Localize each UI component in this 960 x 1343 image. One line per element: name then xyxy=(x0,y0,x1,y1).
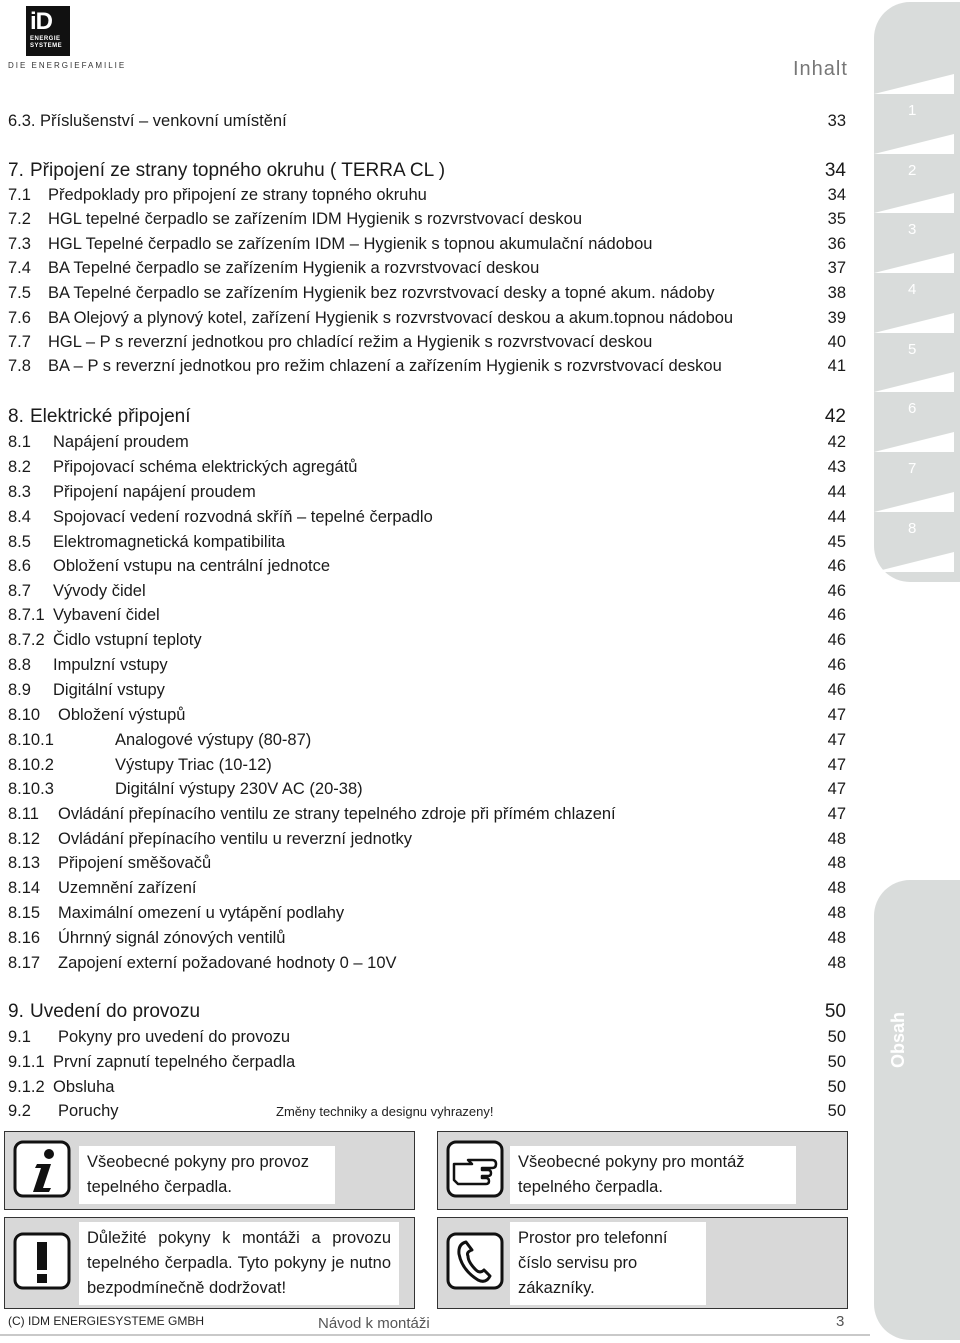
toc-entry[interactable] xyxy=(8,458,846,482)
toc-entry[interactable] xyxy=(8,186,846,210)
tab-divider xyxy=(874,372,954,392)
toc-entry-number: 8.1 xyxy=(8,433,31,451)
pointing-hand-icon xyxy=(444,1138,506,1200)
toc-entry-number: 8.10.2 xyxy=(8,756,54,774)
toc-entry[interactable] xyxy=(8,1001,846,1025)
toc-entry-title: Úhrnný signál zónových ventilů xyxy=(58,929,286,947)
toc-entry-page: 46 xyxy=(827,631,846,649)
legend-hand xyxy=(437,1131,848,1210)
toc-entry-number: 7.2 xyxy=(8,210,31,228)
toc-entry-title: Čidlo vstupní teploty xyxy=(53,631,202,649)
toc-entry-page: 47 xyxy=(827,805,846,823)
toc-entry-number: 7.4 xyxy=(8,259,31,277)
toc-entry-title: Maximální omezení u vytápění podlahy xyxy=(58,904,345,922)
toc-entry-title: Připojení ze strany topného okruhu ( TERRA CL ) xyxy=(30,160,446,181)
toc-entry-title: HGL tepelné čerpadlo se zařízením IDM Hygienik s rozvrstvovací deskou xyxy=(48,210,583,228)
tab-obsah[interactable]: Obsah xyxy=(888,1011,908,1068)
footer-copyright: (C) IDM ENERGIESYSTEME GMBH xyxy=(8,1314,205,1328)
toc-entry-title: Připojení směšovačů xyxy=(58,854,212,872)
tab-label: 4 xyxy=(908,281,917,298)
toc-entry[interactable] xyxy=(8,731,846,755)
toc-entry-title: Elektromagnetická kompatibilita xyxy=(53,533,286,551)
tab-chapter-9[interactable] xyxy=(874,552,960,610)
toc-entry-number: 8.17 xyxy=(8,954,41,972)
tab-divider xyxy=(874,74,954,94)
toc-entry[interactable] xyxy=(8,929,846,953)
toc-entry-page: 50 xyxy=(827,1078,846,1096)
toc-entry[interactable] xyxy=(8,533,846,557)
toc-entry[interactable] xyxy=(8,1078,846,1102)
tab-chapter-7[interactable] xyxy=(874,432,960,490)
toc-entry-title: Impulzní vstupy xyxy=(53,656,168,674)
toc-entry-page: 48 xyxy=(827,854,846,872)
toc-entry-page: 45 xyxy=(827,533,846,551)
toc-entry-title: Připojení napájení proudem xyxy=(53,483,256,501)
toc-entry[interactable] xyxy=(8,284,846,308)
toc-entry[interactable] xyxy=(8,210,846,234)
idm-logo xyxy=(26,6,70,56)
toc-entry-number: 8.10 xyxy=(8,706,41,724)
toc-entry-page: 48 xyxy=(827,904,846,922)
toc-entry-number: 7.6 xyxy=(8,309,31,327)
toc-entry-page: 40 xyxy=(827,333,846,351)
toc-entry-number: 7.5 xyxy=(8,284,31,302)
toc-entry-number: 8.4 xyxy=(8,508,31,526)
toc-entry-title: První zapnutí tepelného čerpadla xyxy=(53,1053,296,1071)
toc-entry-page: 50 xyxy=(827,1028,846,1046)
toc-entry-page: 41 xyxy=(827,357,846,375)
tab-divider xyxy=(874,313,954,333)
toc-entry-number: 7.3 xyxy=(8,235,31,253)
toc-entry-number: 9.1.2 xyxy=(8,1078,45,1096)
toc-entry-page: 34 xyxy=(824,160,846,181)
toc-entry-title: Předpoklady pro připojení ze strany topného okruhu xyxy=(48,186,427,204)
exclamation-icon xyxy=(11,1230,73,1292)
disclaimer-note: Změny techniky a designu vyhrazeny! xyxy=(276,1104,494,1119)
toc-entry-title: BA Tepelné čerpadlo se zařízením Hygienik a rozvrstvovací deskou xyxy=(48,259,540,277)
toc-entry-page: 33 xyxy=(827,112,846,130)
tab-label: 9 xyxy=(908,580,917,597)
tab-label: 2 xyxy=(908,162,917,179)
info-icon xyxy=(11,1138,73,1200)
legend-warning-text: Důležité pokyny k montáži a provozu tepelného čerpadla. Tyto pokyny je nutno bezpodmínečně dodržovat! xyxy=(79,1222,399,1305)
legend-hand-text: Všeobecné pokyny pro montáž tepelného čerpadla. xyxy=(510,1146,796,1204)
legend-phone-text: Prostor pro telefonní číslo servisu pro zákazníky. xyxy=(510,1222,706,1305)
toc-entry-number: 8.10.3 xyxy=(8,780,54,798)
toc-entry-number: 8. xyxy=(8,406,24,427)
toc-entry[interactable] xyxy=(8,433,846,457)
tab-chapter-2[interactable] xyxy=(874,134,960,192)
toc-entry-page: 34 xyxy=(827,186,846,204)
toc-entry[interactable] xyxy=(8,854,846,878)
legend-info xyxy=(4,1131,415,1210)
tab-divider xyxy=(874,253,954,273)
toc-entry-page: 46 xyxy=(827,557,846,575)
tab-divider xyxy=(874,492,954,512)
toc-entry-number: 8.6 xyxy=(8,557,31,575)
tab-chapter-4[interactable] xyxy=(874,253,960,311)
toc-entry-number: 7.8 xyxy=(8,357,31,375)
toc-entry[interactable] xyxy=(8,780,846,804)
legend-info-text: Všeobecné pokyny pro provoz tepelného čerpadla. xyxy=(79,1146,335,1204)
toc-entry-title: Vývody čidel xyxy=(53,582,146,600)
toc-entry-number: 8.13 xyxy=(8,854,41,872)
toc-entry-number: 8.7 xyxy=(8,582,31,600)
toc-entry-page: 50 xyxy=(827,1053,846,1071)
toc-entry-number: 7. xyxy=(8,160,24,181)
footer-document-name: Návod k montáži xyxy=(318,1315,430,1332)
toc-entry-page: 47 xyxy=(827,706,846,724)
toc-entry-number: 8.11 xyxy=(8,805,39,823)
tab-label: 6 xyxy=(908,400,917,417)
toc-entry-page: 36 xyxy=(827,235,846,253)
toc-entry-title: Elektrické připojení xyxy=(30,406,191,427)
toc-entry-page: 47 xyxy=(827,756,846,774)
tab-chapter-8[interactable] xyxy=(874,492,960,550)
toc-entry-title: HGL – P s reverzní jednotkou pro chladící režim a Hygienik s rozvrstvovací deskou xyxy=(48,333,653,351)
toc-entry-title: BA Olejový a plynový kotel, zařízení Hygienik s rozvrstvovací deskou a akum.topnou nádobou xyxy=(48,309,734,327)
toc-entry[interactable] xyxy=(8,582,846,606)
toc-entry[interactable] xyxy=(8,112,846,136)
tab-divider xyxy=(874,134,954,154)
tab-divider xyxy=(874,193,954,213)
tab-label: 5 xyxy=(908,341,917,358)
toc-entry-title: Vybavení čidel xyxy=(53,606,160,624)
toc-entry-title: BA Tepelné čerpadlo se zařízením Hygienik bez rozvrstvovací desky a topné akum. nádoby xyxy=(48,284,715,302)
toc-entry-page: 46 xyxy=(827,606,846,624)
toc-entry-page: 44 xyxy=(827,483,846,501)
toc-entry-number: 6.3. xyxy=(8,112,36,130)
toc-entry-title: Napájení proudem xyxy=(53,433,189,451)
section-title: Inhalt xyxy=(793,58,848,80)
toc-entry-number: 8.10.1 xyxy=(8,731,54,749)
toc-entry-number: 8.7.2 xyxy=(8,631,45,649)
toc-entry-number: 8.12 xyxy=(8,830,41,848)
logo-subtext: ENERGIE SYSTEME xyxy=(30,36,63,49)
tab-label: 8 xyxy=(908,520,917,537)
toc-entry[interactable] xyxy=(8,160,846,184)
tab-chapter-6[interactable] xyxy=(874,372,960,430)
toc-entry-page: 37 xyxy=(827,259,846,277)
footer-page-number: 3 xyxy=(836,1313,845,1330)
toc-entry-page: 35 xyxy=(827,210,846,228)
toc-entry-page: 48 xyxy=(827,879,846,897)
toc-entry-page: 47 xyxy=(827,731,846,749)
tab-divider xyxy=(874,552,954,572)
tab-chapter-3[interactable] xyxy=(874,193,960,251)
tab-chapter-1[interactable] xyxy=(874,74,960,132)
toc-entry-title: Příslušenství – venkovní umístění xyxy=(40,112,287,130)
toc-entry-title: BA – P s reverzní jednotkou pro režim chlazení a zařízením Hygienik s rozvrstvovací deskou xyxy=(48,357,722,375)
toc-entry-number: 8.3 xyxy=(8,483,31,501)
phone-icon xyxy=(444,1230,506,1292)
toc-entry-number: 8.8 xyxy=(8,656,31,674)
toc-entry-number: 8.9 xyxy=(8,681,31,699)
toc-entry-title: Zapojení externí požadované hodnoty 0 – 10V xyxy=(58,954,397,972)
toc-entry[interactable] xyxy=(8,656,846,680)
toc-entry-page: 46 xyxy=(827,656,846,674)
toc-entry-title: Digitální vstupy xyxy=(53,681,165,699)
toc-entry-page: 48 xyxy=(827,830,846,848)
toc-entry[interactable] xyxy=(8,406,846,430)
legend-warning xyxy=(4,1217,415,1309)
toc-entry[interactable] xyxy=(8,805,846,829)
toc-entry[interactable] xyxy=(8,333,846,357)
toc-entry[interactable] xyxy=(8,756,846,780)
toc-entry[interactable] xyxy=(8,879,846,903)
toc-entry-number: 8.14 xyxy=(8,879,41,897)
toc-entry[interactable] xyxy=(8,830,846,854)
footer-rule xyxy=(0,1334,870,1336)
toc-entry[interactable] xyxy=(8,508,846,532)
toc-entry-title: Ovládání přepínacího ventilu ze strany tepelného zdroje při přímém chlazení xyxy=(58,805,616,823)
toc-entry[interactable] xyxy=(8,259,846,283)
toc-entry-title: Poruchy xyxy=(58,1102,119,1120)
toc-entry-title: Pokyny pro uvedení do provozu xyxy=(58,1028,291,1046)
toc-entry-page: 47 xyxy=(827,780,846,798)
toc-entry-number: 8.2 xyxy=(8,458,31,476)
toc-entry-number: 9.1 xyxy=(8,1028,31,1046)
toc-entry[interactable] xyxy=(8,235,846,259)
toc-entry[interactable] xyxy=(8,357,846,381)
toc-entry-number: 9.2 xyxy=(8,1102,31,1120)
toc-entry-page: 44 xyxy=(827,508,846,526)
toc-entry[interactable] xyxy=(8,309,846,333)
toc-entry-title: Obložení vstupu na centrální jednotce xyxy=(53,557,331,575)
toc-entry-title: HGL Tepelné čerpadlo se zařízením IDM – Hygienik s topnou akumulační nádobou xyxy=(48,235,653,253)
toc-entry[interactable] xyxy=(8,631,846,655)
toc-entry-number: 7.1 xyxy=(8,186,31,204)
toc-entry-title: Obložení výstupů xyxy=(58,706,186,724)
toc-entry-page: 39 xyxy=(827,309,846,327)
toc-entry-page: 42 xyxy=(824,406,846,427)
toc-entry-page: 46 xyxy=(827,582,846,600)
toc-entry-page: 42 xyxy=(827,433,846,451)
tab-label: 3 xyxy=(908,221,917,238)
toc-entry[interactable] xyxy=(8,483,846,507)
toc-entry-page: 48 xyxy=(827,929,846,947)
tab-label: 1 xyxy=(908,102,917,119)
chapter-tabs xyxy=(874,2,960,1340)
toc-entry-page: 48 xyxy=(827,954,846,972)
logo-mark: iD xyxy=(30,8,52,35)
toc-entry-number: 9. xyxy=(8,1001,24,1022)
legend-phone xyxy=(437,1217,848,1309)
toc-entry[interactable] xyxy=(8,904,846,928)
toc-entry-number: 8.5 xyxy=(8,533,31,551)
toc-entry-page: 50 xyxy=(827,1102,846,1120)
toc-entry-page: 38 xyxy=(827,284,846,302)
toc-entry-title: Ovládání přepínacího ventilu u reverzní jednotky xyxy=(58,830,413,848)
toc-entry[interactable] xyxy=(8,706,846,730)
toc-entry-title: Výstupy Triac (10-12) xyxy=(115,756,272,774)
toc-entry-number: 8.16 xyxy=(8,929,41,947)
toc-entry[interactable] xyxy=(8,954,846,978)
toc-entry[interactable] xyxy=(8,1053,846,1077)
toc-entry-title: Digitální výstupy 230V AC (20-38) xyxy=(115,780,363,798)
toc-entry-title: Uzemnění zařízení xyxy=(58,879,197,897)
toc-entry[interactable] xyxy=(8,681,846,705)
toc-entry-page: 46 xyxy=(827,681,846,699)
tab-chapter-5[interactable] xyxy=(874,313,960,371)
tab-strip-lower xyxy=(874,880,960,1340)
toc-entry-number: 8.7.1 xyxy=(8,606,45,624)
toc-entry-title: Obsluha xyxy=(53,1078,115,1096)
toc-entry[interactable] xyxy=(8,1028,846,1052)
tab-divider xyxy=(874,432,954,452)
toc-entry-title: Spojovací vedení rozvodná skříň – tepelné čerpadlo xyxy=(53,508,433,526)
tab-label: 7 xyxy=(908,460,917,477)
company-tagline: DIE ENERGIEFAMILIE xyxy=(8,61,127,70)
toc-entry-page: 50 xyxy=(824,1001,846,1022)
toc-entry-number: 7.7 xyxy=(8,333,31,351)
toc-entry-number: 8.15 xyxy=(8,904,41,922)
toc-entry-title: Připojovací schéma elektrických agregátů xyxy=(53,458,358,476)
toc-entry-number: 9.1.1 xyxy=(8,1053,45,1071)
toc-entry-page: 43 xyxy=(827,458,846,476)
toc-entry[interactable] xyxy=(8,606,846,630)
toc-entry-title: Uvedení do provozu xyxy=(30,1001,201,1022)
toc-entry-title: Analogové výstupy (80-87) xyxy=(115,731,312,749)
toc-entry[interactable] xyxy=(8,557,846,581)
